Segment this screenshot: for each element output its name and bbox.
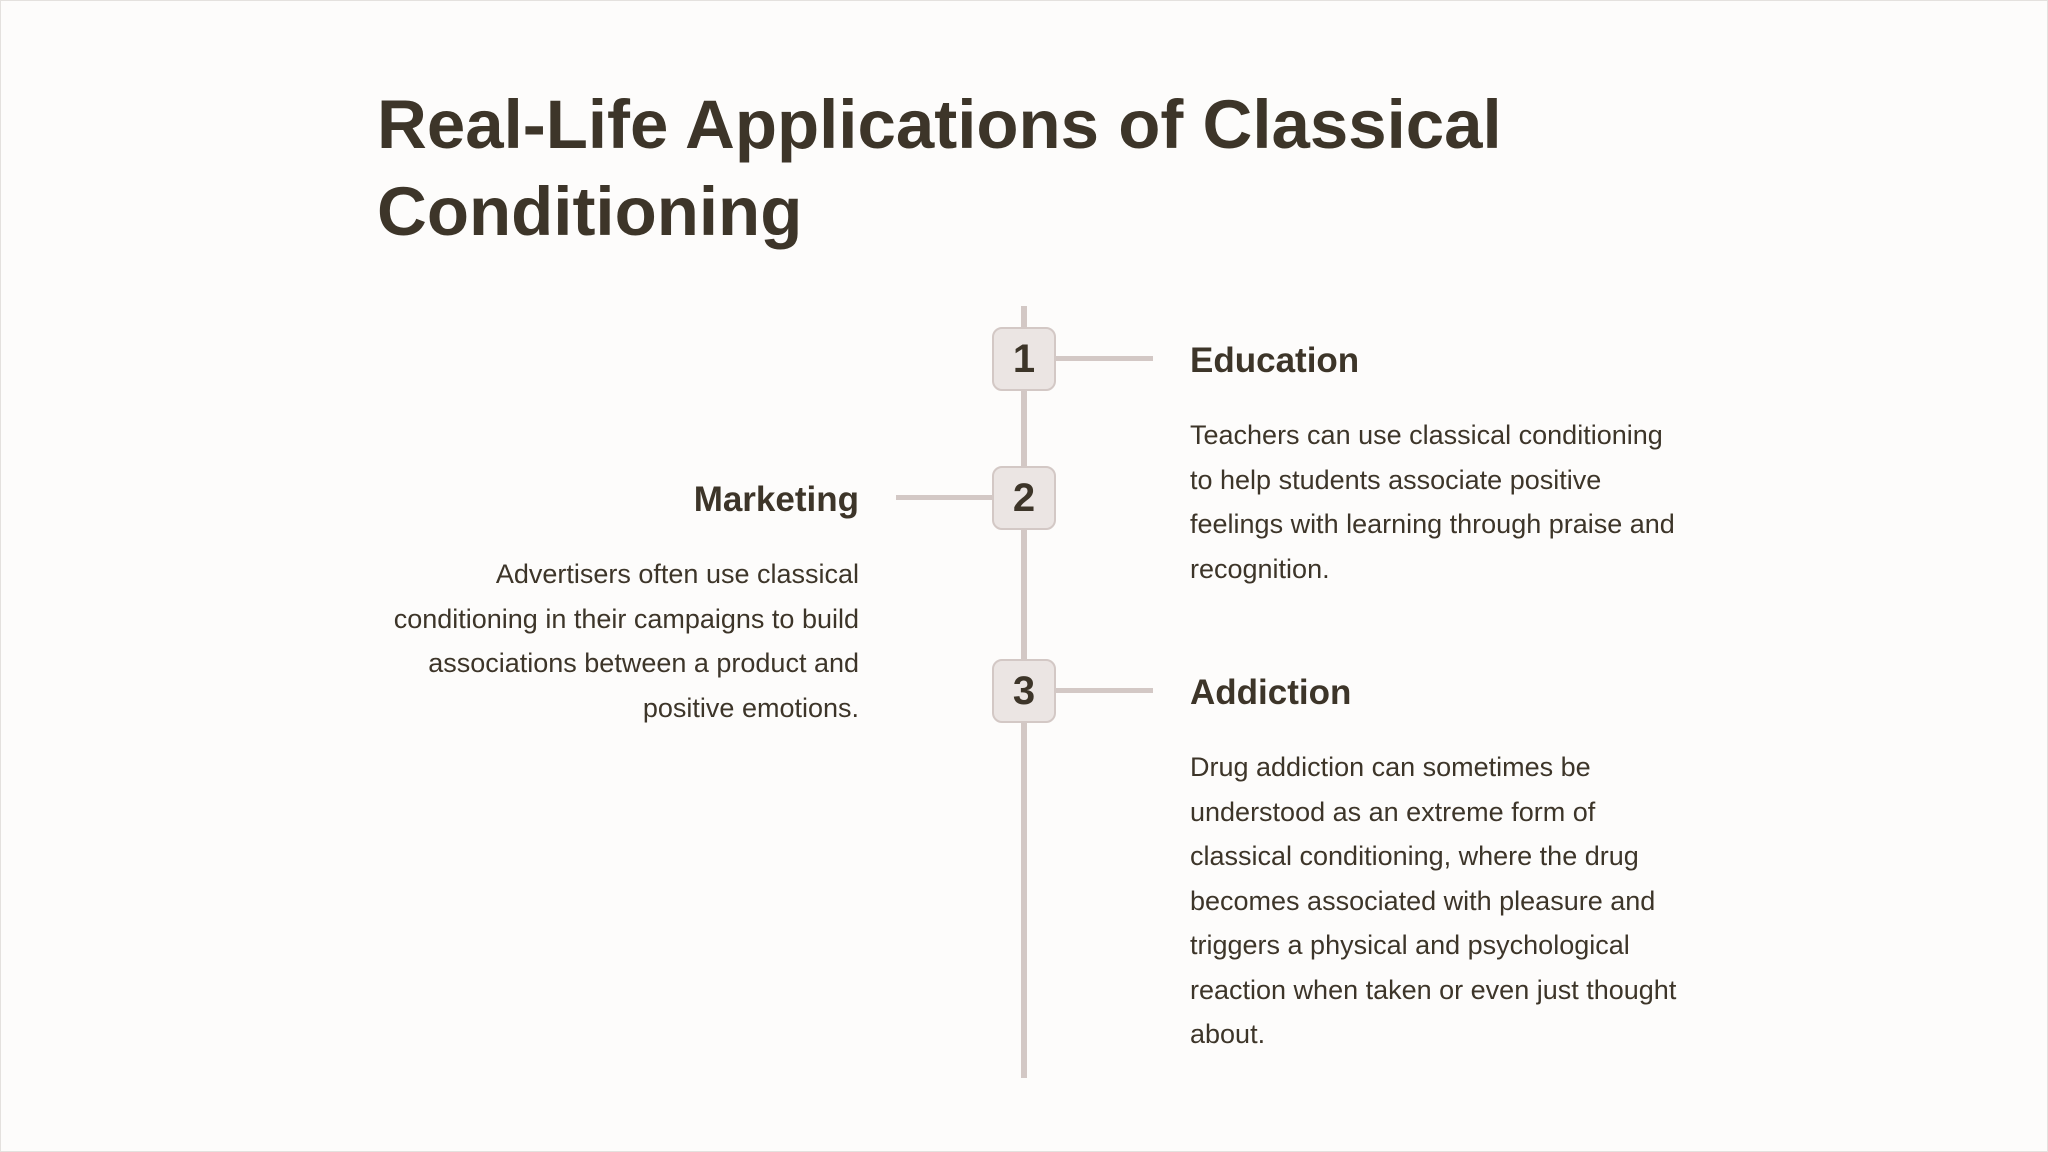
slide-title: Real-Life Applications of Classical Conditioning [377,86,1502,250]
item-heading-addiction: Addiction [1190,673,1352,712]
item-body-education: Teachers can use classical conditioning to help students associate positive feelings with learning through praise and recognition. [1190,420,1675,584]
connector-2 [896,495,994,500]
connector-1 [1055,356,1153,361]
item-heading-education: Education [1190,341,1360,380]
item-body-addiction: Drug addiction can sometimes be understood as an extreme form of classical conditioning, where the drug becomes associated with pleasure and triggers a physical and psychological reaction when taken or even just thought about. [1190,752,1677,1049]
step-badge-3: 3 [992,659,1056,723]
item-heading-marketing: Marketing [693,480,859,519]
connector-3 [1055,688,1153,693]
step-badge-1: 1 [992,327,1056,391]
step-badge-2: 2 [992,466,1056,530]
item-body-marketing: Advertisers often use classical conditioning in their campaigns to build associations between a product and positive emotions. [393,559,859,723]
